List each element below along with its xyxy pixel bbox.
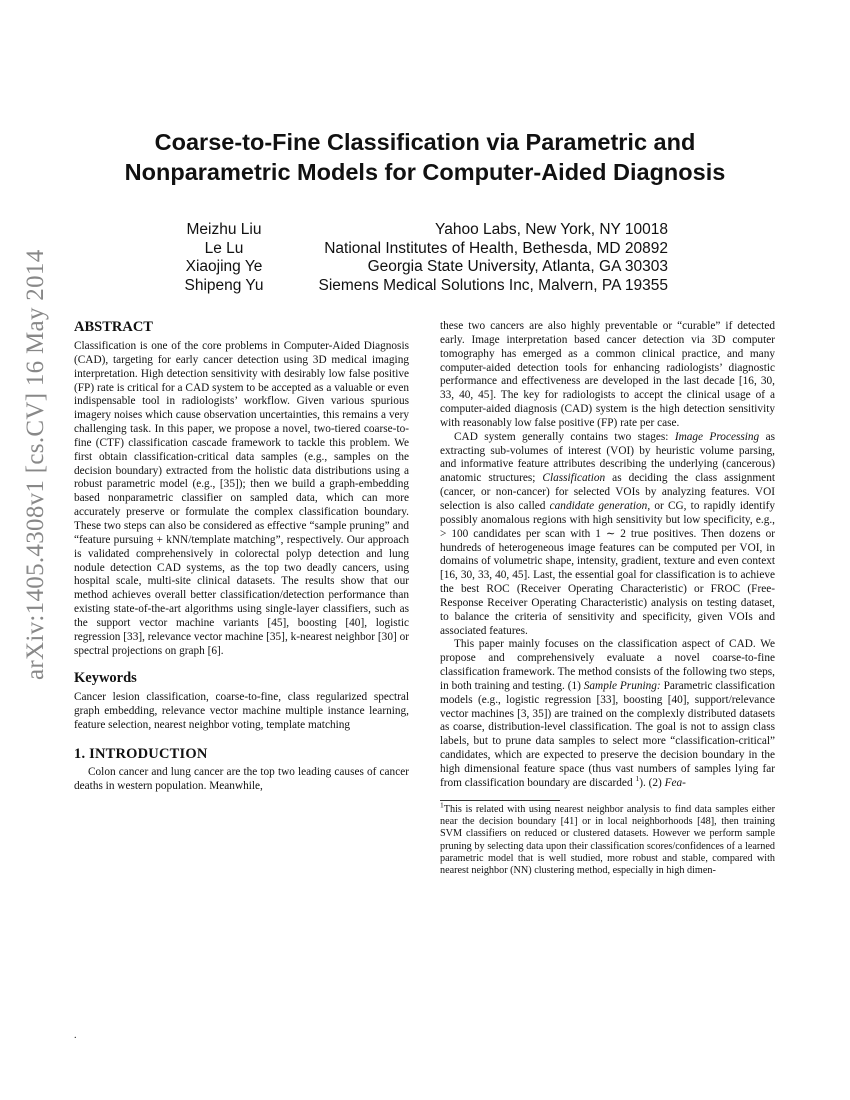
text-run: This paper mainly focuses on the classification aspect of CAD. We propose and comprehensively evaluate a novel coarse-to-fine classification framework. The method consists of the following two steps, in both training and testing. (1)	[440, 638, 775, 692]
italic-term: Classification	[542, 472, 606, 485]
text-run: ). (2)	[639, 776, 665, 789]
footnote-divider	[440, 800, 560, 801]
page-mark: .	[74, 1030, 77, 1041]
paper-title-line-2: Nonparametric Models for Computer-Aided Diagnosis	[124, 159, 726, 185]
author-block	[176, 221, 668, 295]
author-affiliation: Yahoo Labs, New York, NY 10018	[435, 221, 668, 238]
author-name: Shipeng Yu	[184, 276, 264, 294]
text-run: CAD system generally contains two stages:	[454, 430, 675, 443]
author-name: Xiaojing Ye	[185, 258, 263, 275]
introduction-heading: 1. INTRODUCTION	[74, 745, 208, 762]
keywords-text: Cancer lesion classification, coarse-to-fine, class regularized spectral graph embedding, relevance vector machine multiple instance learning, feature selection, nearest neighbor voting, template matching	[74, 691, 409, 732]
italic-term: Sample Pruning:	[583, 679, 661, 692]
footnote-mark: 1	[440, 800, 444, 810]
author-name: Le Lu	[204, 239, 244, 257]
italic-term: Fea-	[664, 776, 686, 789]
paper-title	[70, 127, 780, 187]
footnote	[440, 800, 775, 878]
italic-term: Image Processing	[674, 430, 760, 443]
author-row	[176, 221, 668, 240]
arxiv-identifier-stamp: arXiv:1405.4308v1 [cs.CV] 16 May 2014	[22, 249, 49, 680]
paper-title-line-1: Coarse-to-Fine Classification via Parametric and	[154, 129, 696, 155]
author-row	[176, 258, 668, 277]
author-affiliation: National Institutes of Health, Bethesda, MD 20892	[324, 239, 668, 257]
left-column	[74, 318, 409, 794]
keywords-heading: Keywords	[74, 670, 137, 687]
right-column	[440, 320, 775, 877]
abstract-heading: ABSTRACT	[74, 319, 153, 335]
text-run: , or CG, to rapidly identify possibly anomalous regions with high sensitivity but low specificity, e.g., > 100 candidates per scan with 1 ∼ 2 true positives. Then dozens or hundreds of heterogeneous image features can be computed per VOI, in domains of volumetric shape, intensity, gradient, texture and even context [16, 30, 33, 40, 45]. Last, the essential goal for classification is to achieve the best ROC (Receiver Operating Characteristic) or FROC (Free-Response Receiver Operating Characteristic) analysis on testing dataset, to balance the criteria of sensitivity and specificity, given VOIs and associated features.	[440, 499, 775, 637]
author-name: Meizhu Liu	[186, 221, 262, 238]
author-affiliation: Siemens Medical Solutions Inc, Malvern, PA 19355	[318, 276, 668, 294]
text-run: Parametric classification models (e.g., logistic regression [33], boosting [40], support/relevance vector machines [3, 35]) are trained on the complexly distributed datasets as coarse, distribution-level classification. The goal is not to assign class labels, but to prune data samples to select more “classification-critical” candidates, which are expected to preserve the decision boundary in the high dimensional feature space (thus vast numbers of samples lying far from classification boundary are discarded	[440, 679, 775, 789]
text-run: as extracting sub-volumes of interest (VOI) by heuristic volume parsing, and informative feature attributes describing the underlying (cancerous) anatomic structures;	[440, 430, 775, 485]
introduction-paragraph: Colon cancer and lung cancer are the top two leading causes of cancer deaths in western population. Meanwhile,	[74, 765, 409, 792]
body-paragraph: these two cancers are also highly preventable or “curable” if detected early. Image interpretation based cancer detection via 3D computer tomography has emerged as a common clinical practice, and many computer-aided detection tools for enhancing radiologists’ diagnostic performance and effectiveness are developed in the last decade [16, 30, 33, 40, 45]. The key for radiologists to accept the clinical usage of a computer-aided diagnosis (CAD) system is the high detection sensitivity with reasonably low false positive (FP) rate per case.	[440, 320, 775, 429]
body-paragraph	[440, 638, 775, 790]
italic-term: candidate generation	[549, 499, 648, 512]
body-paragraph	[440, 431, 775, 639]
footnote-reference: 1	[635, 774, 640, 784]
author-affiliation: Georgia State University, Atlanta, GA 30303	[367, 258, 668, 275]
footnote-text: This is related with using nearest neighbor analysis to find data samples either near the decision boundary [41] or in local neighborhoods [48], then training SVM classifiers on reduced or clustered datasets. However we perform sample pruning by selecting data upon their classification scores/confidences of a learned parametric model that is well studied, more robust and stable, compared with nearest neighbor (NN) clustering method, especially in high dimen-	[440, 803, 775, 877]
abstract-text: Classification is one of the core problems in Computer-Aided Diagnosis (CAD), targeting for early cancer detection using 3D medical imaging interpretation. High detection sensitivity with desirably low false positive (FP) rate is critical for a CAD system to be accepted as a valuable or even indispensable tool in radiologists’ workflow. Given various spurious imagery noises which cause observation uncertainties, this remains a very challenging task. In this paper, we propose a novel, two-tiered coarse-to-fine (CTF) classification cascade framework to tackle this problem. We first obtain classification-critical data samples (e.g., samples on the decision boundary) extracted from the holistic data distributions using a robust parametric model (e.g., [35]); then we build a graph-embedding based nonparametric classifier on sampled data, which can more accurately preserve or formulate the complex classification boundary. These two steps can also be considered as effective “sample pruning” and “feature pursuing + kNN/template matching”, respectively. Our approach is validated comprehensively in colorectal polyp detection and lung nodule detection CAD systems, as the top two deadly cancers, using hospital scale, multi-site clinical datasets. The results show that our method achieves overall better classification/detection performance than existing state-of-the-art algorithms using single-layer classifiers, such as the support vector machine variants [45], boosting [40], logistic regression [33], relevance vector machine [35], k-nearest neighbor [30] or spectral projections on graph [6].	[74, 340, 409, 657]
author-row	[176, 277, 668, 296]
text-run: as deciding the class assignment (cancer, or non-cancer) for selected VOIs by analyzing features. VOI selection is also called	[440, 472, 775, 512]
author-row	[176, 240, 668, 259]
